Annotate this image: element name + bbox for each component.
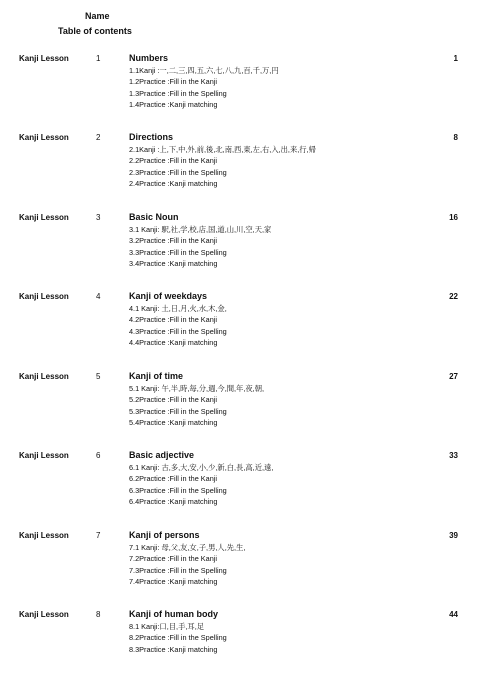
lesson-items bbox=[129, 621, 227, 655]
page-number: 44 bbox=[449, 610, 458, 619]
list-item[interactable]: 5.3Practice :Fill in the Spelling bbox=[129, 406, 227, 416]
lesson-label: Kanji Lesson bbox=[19, 54, 69, 63]
lesson-title[interactable]: Numbers bbox=[129, 53, 169, 63]
list-item[interactable]: 6.4Practice :Kanji matching bbox=[129, 497, 218, 507]
lesson-entry-1[interactable] bbox=[0, 54, 491, 124]
lesson-number: 3 bbox=[96, 213, 101, 222]
lesson-items bbox=[129, 65, 279, 111]
lesson-entry-8[interactable] bbox=[0, 610, 491, 680]
lesson-title[interactable]: Kanji of persons bbox=[129, 530, 200, 540]
list-item[interactable]: 7.1 Kanji: 母,父,友,女,子,男,人,先,生, bbox=[129, 543, 246, 552]
lesson-number: 6 bbox=[96, 451, 101, 460]
list-item[interactable]: 8.3Practice :Kanji matching bbox=[129, 644, 218, 654]
list-item[interactable]: 1.4Practice :Kanji matching bbox=[129, 100, 218, 110]
lesson-label: Kanji Lesson bbox=[19, 133, 69, 142]
list-item[interactable]: 3.1 Kanji: 駅,社,学,校,店,国,道,山,川,空,天,家 bbox=[129, 225, 272, 234]
list-item[interactable]: 2.3Practice :Fill in the Spelling bbox=[129, 167, 227, 177]
page-number: 1 bbox=[453, 54, 458, 63]
lesson-entry-7[interactable] bbox=[0, 531, 491, 601]
name-heading: Name bbox=[85, 11, 110, 21]
list-item[interactable]: 3.4Practice :Kanji matching bbox=[129, 259, 218, 269]
list-item[interactable]: 4.4Practice :Kanji matching bbox=[129, 338, 218, 348]
lesson-entry-4[interactable] bbox=[0, 292, 491, 362]
list-item[interactable]: 6.2Practice :Fill in the Kanji bbox=[129, 474, 218, 484]
lesson-number: 5 bbox=[96, 372, 101, 381]
list-item[interactable]: 1.2Practice :Fill in the Kanji bbox=[129, 77, 218, 87]
page-number: 8 bbox=[453, 133, 458, 142]
lesson-title[interactable]: Kanji of weekdays bbox=[129, 291, 208, 301]
list-item[interactable]: 4.1 Kanji: 土,日,月,火,水,木,金, bbox=[129, 304, 227, 313]
lesson-label: Kanji Lesson bbox=[19, 213, 69, 222]
lesson-items bbox=[129, 383, 264, 429]
lesson-label: Kanji Lesson bbox=[19, 451, 69, 460]
lesson-number: 7 bbox=[96, 531, 101, 540]
list-item[interactable]: 7.3Practice :Fill in the Spelling bbox=[129, 565, 227, 575]
lesson-entry-3[interactable] bbox=[0, 213, 491, 283]
list-item[interactable]: 6.3Practice :Fill in the Spelling bbox=[129, 485, 227, 495]
lesson-entry-6[interactable] bbox=[0, 451, 491, 521]
lesson-title[interactable]: Basic Noun bbox=[129, 212, 179, 222]
list-item[interactable]: 1.1Kanji :一,二,三,四,五,六,七,八,九,百,千,万,円 bbox=[129, 66, 279, 75]
lesson-number: 2 bbox=[96, 133, 101, 142]
list-item[interactable]: 2.2Practice :Fill in the Kanji bbox=[129, 156, 218, 166]
page-number: 39 bbox=[449, 531, 458, 540]
list-item[interactable]: 1.3Practice :Fill in the Spelling bbox=[129, 88, 227, 98]
lesson-label: Kanji Lesson bbox=[19, 610, 69, 619]
lesson-label: Kanji Lesson bbox=[19, 372, 69, 381]
list-item[interactable]: 5.2Practice :Fill in the Kanji bbox=[129, 395, 218, 405]
lesson-items bbox=[129, 542, 245, 588]
lesson-title[interactable]: Directions bbox=[129, 132, 174, 142]
lesson-number: 8 bbox=[96, 610, 101, 619]
lesson-items bbox=[129, 144, 316, 190]
list-item[interactable]: 3.3Practice :Fill in the Spelling bbox=[129, 247, 227, 257]
page-number: 22 bbox=[449, 292, 458, 301]
lesson-label: Kanji Lesson bbox=[19, 531, 69, 540]
lesson-entry-5[interactable] bbox=[0, 372, 491, 442]
page-number: 27 bbox=[449, 372, 458, 381]
lesson-number: 4 bbox=[96, 292, 101, 301]
list-item[interactable]: 8.1 Kanji:口,目,手,耳,足 bbox=[129, 622, 205, 631]
lesson-title[interactable]: Kanji of human body bbox=[129, 609, 218, 619]
list-item[interactable]: 3.2Practice :Fill in the Kanji bbox=[129, 236, 218, 246]
list-item[interactable]: 7.4Practice :Kanji matching bbox=[129, 577, 218, 587]
lesson-title[interactable]: Basic adjective bbox=[129, 450, 195, 460]
list-item[interactable]: 2.1Kanji :上,下,中,外,前,後,北,南,西,東,左,右,入,出,来,行,帰 bbox=[129, 145, 316, 154]
lesson-title[interactable]: Kanji of time bbox=[129, 371, 184, 381]
list-item[interactable]: 2.4Practice :Kanji matching bbox=[129, 179, 218, 189]
page-number: 33 bbox=[449, 451, 458, 460]
lesson-items bbox=[129, 462, 273, 508]
list-item[interactable]: 4.3Practice :Fill in the Spelling bbox=[129, 326, 227, 336]
lesson-items bbox=[129, 224, 271, 270]
list-item[interactable]: 6.1 Kanji: 古,多,大,安,小,少,新,白,長,高,近,遠, bbox=[129, 463, 274, 472]
list-item[interactable]: 4.2Practice :Fill in the Kanji bbox=[129, 315, 218, 325]
list-item[interactable]: 8.2Practice :Fill in the Spelling bbox=[129, 633, 227, 643]
lesson-number: 1 bbox=[96, 54, 101, 63]
page-number: 16 bbox=[449, 213, 458, 222]
lesson-entry-2[interactable] bbox=[0, 133, 491, 203]
table-of-contents-heading: Table of contents bbox=[58, 26, 132, 36]
lesson-label: Kanji Lesson bbox=[19, 292, 69, 301]
lesson-items bbox=[129, 303, 227, 349]
list-item[interactable]: 5.1 Kanji: 午,半,時,毎,分,週,今,間,年,夜,朝, bbox=[129, 384, 265, 393]
list-item[interactable]: 5.4Practice :Kanji matching bbox=[129, 418, 218, 428]
list-item[interactable]: 7.2Practice :Fill in the Kanji bbox=[129, 554, 218, 564]
